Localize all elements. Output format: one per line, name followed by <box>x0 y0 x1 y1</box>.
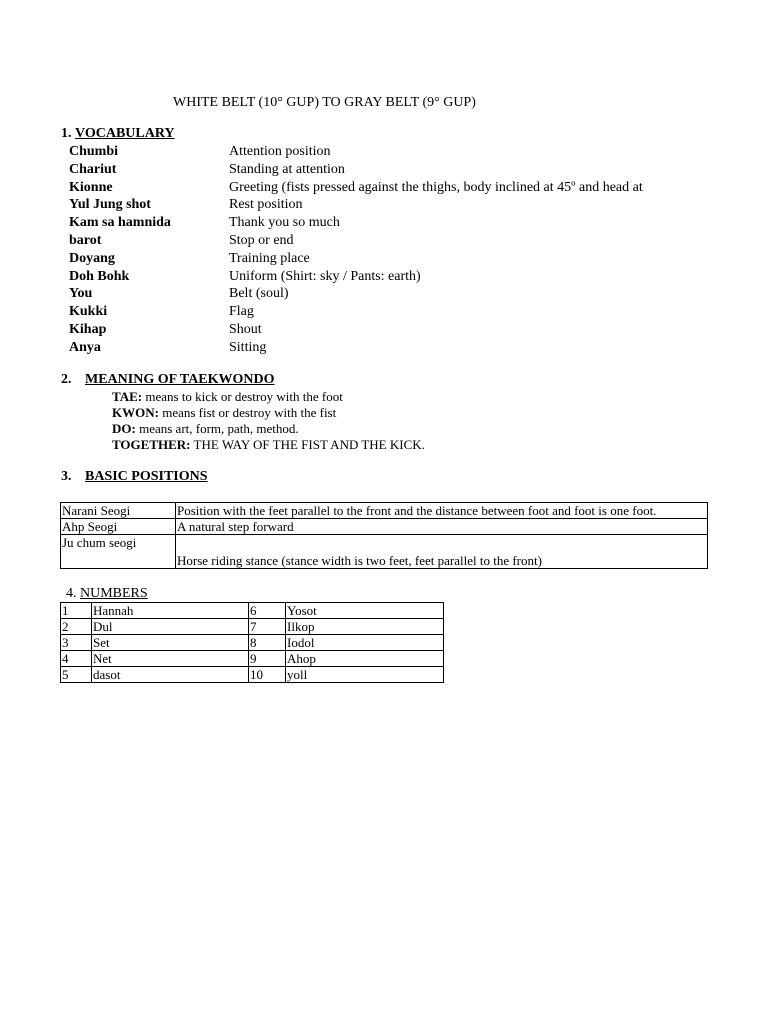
section-title: NUMBERS <box>80 586 148 601</box>
number-digit: 6 <box>249 603 286 619</box>
meaning-label: TOGETHER: <box>112 437 191 452</box>
meaning-label: DO: <box>112 421 136 436</box>
table-row <box>61 651 444 667</box>
position-name: Ju chum seogi <box>61 535 176 569</box>
section-number: 3. <box>61 469 72 484</box>
number-word: Yosot <box>286 603 444 619</box>
vocab-definition: Shout <box>229 321 262 337</box>
vocab-definition: Thank you so much <box>229 215 340 231</box>
number-digit: 5 <box>61 667 92 683</box>
vocab-definition: Uniform (Shirt: sky / Pants: earth) <box>229 268 421 284</box>
number-digit: 3 <box>61 635 92 651</box>
numbers-heading <box>66 586 148 602</box>
number-digit: 1 <box>61 603 92 619</box>
number-digit: 10 <box>249 667 286 683</box>
meaning-line <box>112 389 425 405</box>
vocab-term: Chariut <box>69 161 117 177</box>
vocab-definition: Belt (soul) <box>229 286 289 302</box>
meaning-text: means art, form, path, method. <box>135 421 299 436</box>
document-title: WHITE BELT (10° GUP) TO GRAY BELT (9° GUP) <box>173 95 476 110</box>
number-word: Net <box>92 651 249 667</box>
vocab-term: You <box>69 286 93 302</box>
positions-table <box>60 502 708 569</box>
number-digit: 8 <box>249 635 286 651</box>
number-digit: 2 <box>61 619 92 635</box>
table-row <box>61 603 444 619</box>
number-word: Iodol <box>286 635 444 651</box>
vocab-definition: Sitting <box>229 339 267 355</box>
vocab-definition: Greeting (fists pressed against the thighs, body inclined at 45º and head at <box>229 179 643 195</box>
vocab-term: barot <box>69 232 102 248</box>
vocab-term: Chumbi <box>69 144 119 159</box>
number-word: Set <box>92 635 249 651</box>
meaning-line <box>112 421 425 437</box>
position-description: Position with the feet parallel to the front and the distance between foot and foot is one foot. <box>176 503 708 519</box>
number-digit: 9 <box>249 651 286 667</box>
position-name: Ahp Seogi <box>61 519 176 535</box>
position-description: Horse riding stance (stance width is two feet, feet parallel to the front) <box>176 535 708 569</box>
table-row <box>61 503 708 519</box>
meaning-list <box>112 389 425 453</box>
numbers-table <box>60 602 444 683</box>
section-number: 2. <box>61 372 72 387</box>
table-row <box>61 519 708 535</box>
number-word: Ilkop <box>286 619 444 635</box>
section-number: 1. <box>61 126 72 141</box>
vocab-term: Yul Jung shot <box>69 197 151 213</box>
meaning-text: means fist or destroy with the fist <box>158 405 337 420</box>
meaning-text: means to kick or destroy with the foot <box>142 389 343 404</box>
meaning-text: THE WAY OF THE FIST AND THE KICK. <box>190 437 425 452</box>
number-word: Hannah <box>92 603 249 619</box>
vocab-term: Doh Bohk <box>69 268 130 284</box>
number-word: dasot <box>92 667 249 683</box>
vocabulary-heading <box>61 126 175 142</box>
position-name: Narani Seogi <box>61 503 176 519</box>
vocab-definition: Training place <box>229 250 310 266</box>
section-number: 4. <box>66 586 77 601</box>
table-row <box>61 635 444 651</box>
meaning-line <box>112 437 425 453</box>
vocab-definition: Rest position <box>229 197 303 213</box>
table-row <box>61 535 708 569</box>
meaning-label: TAE: <box>112 389 143 404</box>
vocab-definition: Attention position <box>229 144 331 159</box>
vocab-term: Anya <box>69 339 101 355</box>
table-row <box>61 667 444 683</box>
vocab-definition: Stop or end <box>229 232 294 248</box>
section-title: BASIC POSITIONS <box>85 469 208 484</box>
positions-heading <box>61 469 208 485</box>
vocab-term: Kukki <box>69 304 108 320</box>
meaning-heading <box>61 372 275 388</box>
vocab-term: Kam sa hamnida <box>69 215 171 231</box>
vocab-term: Kionne <box>69 179 113 195</box>
number-digit: 7 <box>249 619 286 635</box>
number-digit: 4 <box>61 651 92 667</box>
meaning-line <box>112 405 425 421</box>
position-description: A natural step forward <box>176 519 708 535</box>
meaning-label: KWON: <box>112 405 159 420</box>
table-row <box>61 619 444 635</box>
number-word: yoll <box>286 667 444 683</box>
number-word: Ahop <box>286 651 444 667</box>
vocab-definition: Flag <box>229 304 254 320</box>
section-title: MEANING OF TAEKWONDO <box>85 372 275 387</box>
vocab-term: Kihap <box>69 321 107 337</box>
vocab-definition: Standing at attention <box>229 161 345 177</box>
section-title: VOCABULARY <box>75 126 175 141</box>
number-word: Dul <box>92 619 249 635</box>
vocab-term: Doyang <box>69 250 115 266</box>
